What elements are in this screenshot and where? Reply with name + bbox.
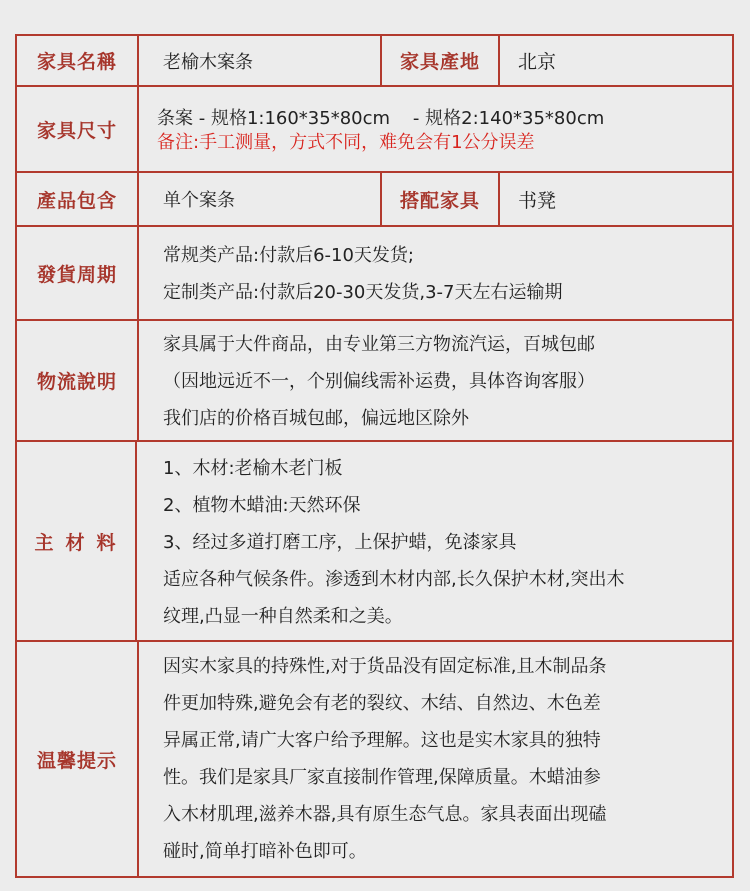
size-spec: 条案 - 规格1:160*35*80cm - 规格2:140*35*80cm — [157, 108, 605, 129]
tips-line: 因实木家具的持殊性,对于货品没有固定标准,且木制品条 — [163, 656, 607, 677]
row-name — [17, 36, 732, 87]
value-furniture-size — [139, 87, 732, 171]
label-furniture-origin: 家具產地 — [380, 36, 500, 85]
row-delivery — [17, 227, 732, 321]
value-furniture-name: 老榆木案条 — [163, 51, 253, 73]
label-main-material: 主材料 — [17, 442, 137, 640]
size-note: 备注:手工测量，方式不同，难免会有1公分误差 — [157, 132, 535, 153]
label-product-package: 產品包含 — [17, 173, 139, 225]
row-logistics — [17, 321, 732, 442]
tips-line: 件更加特殊,避免会有老的裂纹、木结、自然边、木色差 — [163, 693, 601, 714]
value-warm-tips — [139, 642, 732, 876]
delivery-line: 常规类产品:付款后6-10天发货; — [163, 245, 414, 266]
label-delivery-cycle: 發貨周期 — [17, 227, 139, 319]
label-warm-tips: 温馨提示 — [17, 642, 139, 876]
value-delivery-cycle — [139, 227, 732, 319]
row-material — [17, 442, 732, 642]
tips-line: 异属正常,请广大客户给予理解。这也是实木家具的独特 — [163, 730, 601, 751]
material-line: 2、植物木蜡油:天然环保 — [163, 495, 361, 516]
material-line: 3、经过多道打磨工序，上保护蜡，免漆家具 — [163, 532, 517, 553]
value-furniture-origin: 北京 — [518, 51, 557, 73]
label-furniture-name: 家具名稱 — [17, 36, 139, 85]
product-info-table — [15, 34, 734, 878]
tips-line: 入木材肌理,滋养木器,具有原生态气息。家具表面出现磕 — [163, 804, 607, 825]
value-match-furniture: 书凳 — [518, 189, 557, 212]
tips-line: 碰时,简单打暗补色即可。 — [163, 841, 367, 862]
label-match-furniture: 搭配家具 — [380, 173, 500, 225]
label-furniture-size: 家具尺寸 — [17, 87, 139, 171]
tips-line: 性。我们是家具厂家直接制作管理,保障质量。木蜡油参 — [163, 767, 601, 788]
logistics-line: 家具属于大件商品，由专业第三方物流汽运，百城包邮 — [163, 334, 595, 355]
value-product-package: 单个案条 — [163, 190, 235, 211]
logistics-line: 我们店的价格百城包邮，偏远地区除外 — [163, 408, 469, 429]
material-line: 适应各种气候条件。渗透到木材内部,长久保护木材,突出木 — [163, 569, 625, 590]
delivery-line: 定制类产品:付款后20-30天发货,3-7天左右运输期 — [163, 282, 563, 303]
row-size — [17, 87, 732, 173]
material-line: 纹理,凸显一种自然柔和之美。 — [163, 606, 403, 627]
material-line: 1、木材:老榆木老门板 — [163, 458, 343, 479]
row-tips — [17, 642, 732, 876]
label-logistics: 物流說明 — [17, 321, 139, 440]
row-package — [17, 173, 732, 227]
value-logistics — [139, 321, 732, 440]
value-main-material — [139, 442, 732, 640]
logistics-line: （因地远近不一，个别偏线需补运费，具体咨询客服） — [163, 371, 595, 392]
